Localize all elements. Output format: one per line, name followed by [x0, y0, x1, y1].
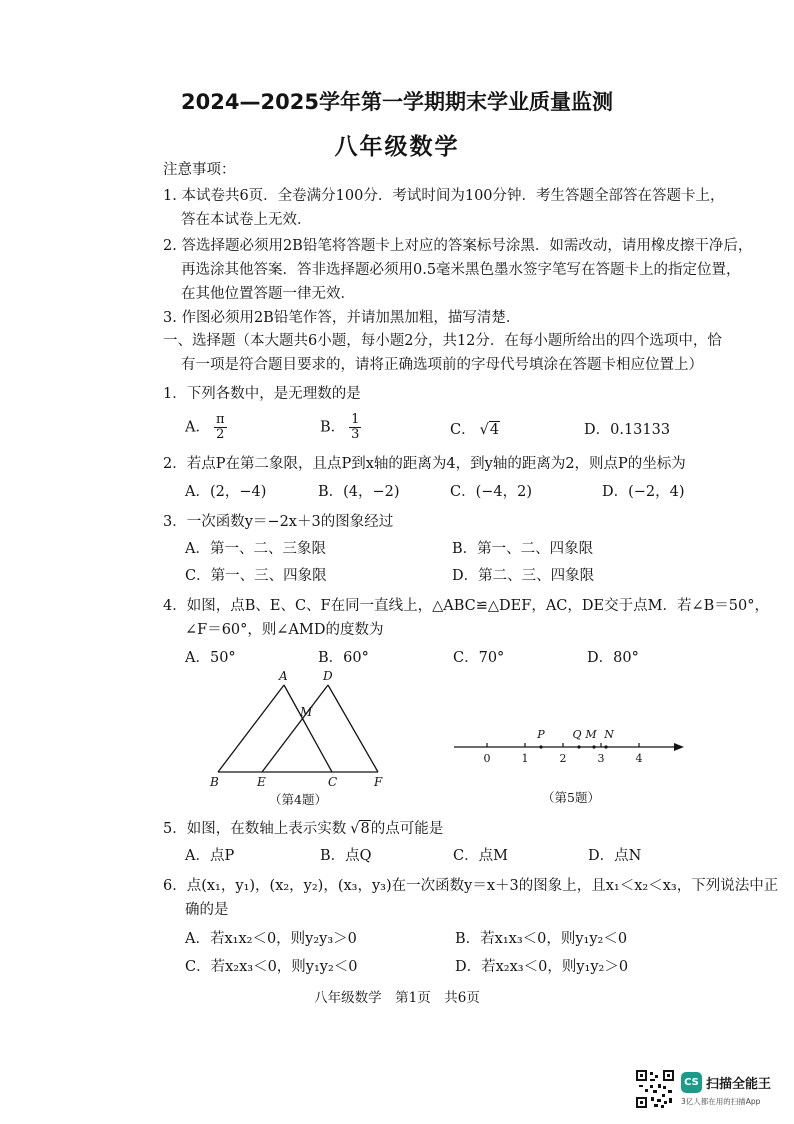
question-6-stem-cont: 确的是	[185, 902, 229, 918]
q4-option-b: B．60°	[318, 650, 369, 666]
q2-option-c: C．(−4，2)	[450, 484, 533, 500]
q1-option-b-label: B．	[320, 419, 346, 436]
q4-option-a: A．50°	[185, 650, 236, 666]
q1-option-a-label: A．	[185, 419, 210, 436]
exam-subtitle: 八年级数学	[334, 134, 460, 160]
q2-option-a: A．(2，−4)	[185, 484, 267, 500]
q5-option-d: D．点N	[588, 848, 642, 864]
q1-option-c	[450, 420, 500, 440]
question-2-stem: 2．若点P在第二象限，且点P到x轴的距离为4，到y轴的距离为2，则点P的坐标为	[163, 456, 686, 472]
point-p	[539, 745, 542, 748]
label-m: M	[300, 705, 313, 719]
point-n	[604, 745, 607, 748]
segment-df	[328, 685, 378, 772]
camscanner-logo-icon: CS	[681, 1072, 702, 1093]
square-root: √8	[350, 821, 370, 837]
question-4-stem: 4．如图，点B、E、C、F在同一直线上，△ABC≌△DEF，AC，DE交于点M．若∠B＝50°，	[163, 598, 769, 614]
label-d: D	[323, 669, 333, 683]
question-1-stem: 1．下列各数中，是无理数的是	[163, 386, 361, 402]
q5-option-c: C．点M	[453, 848, 508, 864]
radicand: 8	[360, 821, 370, 837]
tick-label-1: 1	[521, 752, 529, 765]
q4-option-d: D．80°	[587, 650, 639, 666]
tick-label-0: 0	[483, 752, 491, 765]
q6-option-b: B．若x₁x₃＜0，则y₁y₂＜0	[455, 931, 628, 947]
q6-option-a: A．若x₁x₂＜0，则y₂y₃＞0	[185, 931, 357, 947]
notice-item-1-cont: 答在本试卷上无效．	[181, 212, 312, 228]
arrow-right-icon	[674, 743, 684, 751]
fraction-one-third	[349, 413, 361, 442]
fraction-denominator: 3	[351, 427, 360, 442]
figure-4-caption: （第4题）	[269, 792, 327, 807]
segment-ac	[284, 685, 332, 772]
q1-option-c-label: C．	[450, 422, 476, 438]
notice-item-3: 3. 作图必须用2B铅笔作答，并请加黑加粗，描写清楚．	[163, 310, 521, 326]
q2-option-b: B．(4，−2)	[318, 484, 400, 500]
square-root: √4	[479, 422, 500, 438]
point-m	[592, 745, 595, 748]
fraction-numerator: 1	[351, 412, 360, 427]
question-5-stem-post: 的点可能是	[370, 821, 444, 837]
q5-option-b: B．点Q	[320, 848, 372, 864]
question-3-stem: 3．一次函数y＝−2x＋3的图象经过	[163, 514, 394, 530]
figure-5-caption: （第5题）	[542, 790, 600, 805]
fraction-denominator: 2	[216, 427, 225, 442]
q1-option-b	[320, 413, 361, 442]
notice-heading: 注意事项：	[163, 162, 236, 178]
label-a: A	[279, 669, 288, 683]
q1-option-a	[185, 413, 227, 442]
section-heading-cont: 有一项是符合题目要求的，请将正确选项前的字母代号填涂在答题卡相应位置上）	[181, 357, 703, 373]
qr-code-icon	[636, 1070, 674, 1108]
q6-option-c: C．若x₂x₃＜0，则y₁y₂＜0	[185, 959, 358, 975]
q6-option-d: D．若x₂x₃＜0，则y₁y₂＞0	[455, 959, 629, 975]
figure-4-triangles	[200, 668, 400, 806]
point-q	[577, 745, 580, 748]
tick-label-2: 2	[559, 752, 567, 765]
segment-de	[262, 685, 328, 772]
notice-item-2: 2. 答选择题必须用2B铅笔将答题卡上对应的答案标号涂黑．如需改动，请用橡皮擦干净后，	[163, 238, 753, 254]
question-4-stem-cont: ∠F＝60°，则∠AMD的度数为	[185, 622, 384, 638]
notice-item-2-cont: 再选涂其他答案．答非选择题必须用0.5毫米黑色墨水签字笔写在答题卡上的指定位置，	[181, 262, 741, 278]
question-6-stem: 6．点(x₁，y₁)，(x₂，y₂)，(x₃，y₃)在一次函数y＝x＋3的图象上，且x₁＜x₂＜x₃，下列说法中正	[163, 878, 779, 894]
q4-option-c: C．70°	[453, 650, 505, 666]
q3-option-d: D．第二、三、四象限	[452, 568, 595, 584]
fraction-numerator: π	[215, 412, 225, 427]
label-b: B	[210, 775, 219, 789]
notice-item-2-cont2: 在其他位置答题一律无效．	[181, 286, 355, 302]
notice-item-1: 1. 本试卷共6页．全卷满分100分．考试时间为100分钟．考生答题全部答在答题卡上，	[163, 188, 725, 204]
q5-option-a: A．点P	[185, 848, 235, 864]
label-c: C	[328, 775, 338, 789]
point-label-q: Q	[572, 728, 582, 741]
q2-option-d: D．(−2，4)	[602, 484, 685, 500]
point-label-n: N	[604, 728, 614, 741]
tick-label-4: 4	[635, 752, 643, 765]
tick-label-3: 3	[597, 752, 605, 765]
point-label-m: M	[585, 728, 597, 741]
question-5-stem	[163, 819, 443, 839]
q1-option-d: D．0.13133	[584, 422, 671, 438]
q3-option-c: C．第一、三、四象限	[185, 568, 327, 584]
question-5-stem-pre: 5．如图，在数轴上表示实数	[163, 821, 347, 837]
q3-option-a: A．第一、二、三象限	[185, 541, 326, 557]
segment-ab	[218, 685, 284, 772]
label-f: F	[374, 775, 383, 789]
q3-option-b: B．第一、二、四象限	[452, 541, 594, 557]
point-label-p: P	[537, 728, 545, 741]
radicand: 4	[489, 422, 500, 438]
figure-5-number-line	[448, 722, 688, 772]
exam-title: 2024—2025学年第一学期期末学业质量监测	[181, 90, 613, 114]
page-footer: 八年级数学 第1页 共6页	[314, 990, 480, 1006]
scanner-tagline: 3亿人都在用的扫描App	[681, 1097, 761, 1106]
fraction-pi-over-2	[214, 413, 227, 442]
section-heading: 一、选择题（本大题共6小题，每小题2分，共12分．在每小题所给出的四个选项中，恰	[163, 333, 722, 349]
label-e: E	[257, 775, 266, 789]
scanner-app-name: 扫描全能王	[706, 1077, 772, 1092]
